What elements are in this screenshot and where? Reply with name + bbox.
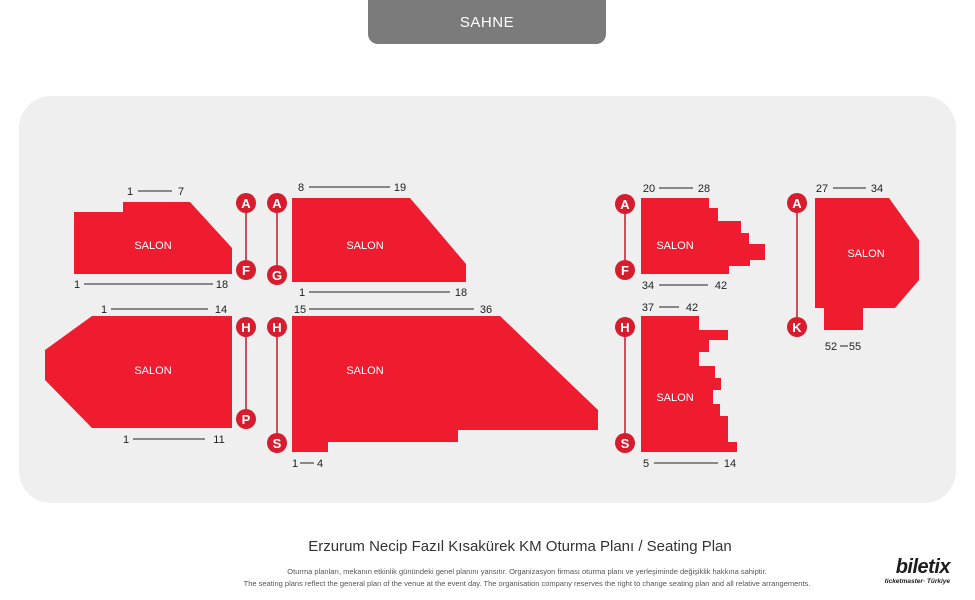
bottom-range-start: 1 [73, 279, 81, 291]
block-label: SALON [134, 240, 172, 252]
row-letter-end: K [792, 320, 802, 335]
row-letter-end: S [272, 436, 282, 451]
row-letter-start: A [272, 196, 282, 211]
row-letter-end: F [242, 263, 250, 278]
plan-title: Erzurum Necip Fazıl Kısakürek KM Oturma Planı / Seating Plan [308, 538, 732, 555]
top-range-end: 36 [479, 304, 493, 316]
top-range-end: 34 [870, 183, 884, 195]
top-range-end: 19 [393, 182, 407, 194]
disclaimer-tr: Oturma planları, mekanın etkinlik günündeki genel planını yansıtır. Organizasyon firması oturma planı ve yerleşiminde değişiklik hakkına sahiptir. [287, 567, 767, 576]
top-range-end: 28 [697, 183, 711, 195]
row-letter-end: F [621, 263, 629, 278]
bottom-range-end: 18 [215, 279, 229, 291]
top-range-end: 14 [214, 304, 228, 316]
row-letter-start: H [620, 320, 630, 335]
block-label: SALON [134, 365, 172, 377]
top-range-start: 27 [815, 183, 829, 195]
bottom-range-start: 34 [641, 280, 655, 292]
bottom-range-start: 1 [298, 287, 306, 299]
row-letter-end: G [271, 268, 283, 283]
bottom-range-start: 5 [642, 458, 650, 470]
disclaimer-en: The seating plans reflect the general plan of the venue at the event day. The organisation company reserves the right to change seating plan and all relative arrangements. [243, 579, 811, 588]
block-label: SALON [346, 240, 384, 252]
block-label: SALON [346, 365, 384, 377]
bottom-range-start: 1 [291, 458, 299, 470]
row-letter-end: S [620, 436, 630, 451]
top-range-end: 7 [177, 186, 185, 198]
row-letter-start: H [272, 320, 282, 335]
bottom-range-start: 52 [824, 341, 838, 353]
row-letter-start: A [241, 196, 251, 211]
row-letter-start: A [620, 197, 630, 212]
block-label: SALON [656, 392, 694, 404]
brand-sub: ticketmaster· Türkiye [884, 578, 950, 585]
top-range-start: 1 [100, 304, 108, 316]
block-label: SALON [847, 248, 885, 260]
top-range-end: 42 [685, 302, 699, 314]
row-letter-end: P [241, 412, 251, 427]
block-label: SALON [656, 240, 694, 252]
top-range-start: 8 [297, 182, 305, 194]
brand-logo [885, 556, 950, 585]
bottom-range-end: 55 [848, 341, 862, 353]
stage-label: SAHNE [459, 13, 515, 31]
bottom-range-end: 14 [723, 458, 737, 470]
top-range-start: 37 [641, 302, 655, 314]
top-range-start: 20 [642, 183, 656, 195]
row-letter-start: A [792, 196, 802, 211]
top-range-start: 15 [293, 304, 307, 316]
bottom-range-end: 18 [454, 287, 468, 299]
bottom-range-start: 1 [122, 434, 130, 446]
top-range-start: 1 [126, 186, 134, 198]
bottom-range-end: 11 [213, 434, 225, 446]
row-letter-start: H [241, 320, 251, 335]
brand-name: biletix [895, 556, 950, 578]
bottom-range-end: 42 [714, 280, 728, 292]
bottom-range-end: 4 [316, 458, 324, 470]
